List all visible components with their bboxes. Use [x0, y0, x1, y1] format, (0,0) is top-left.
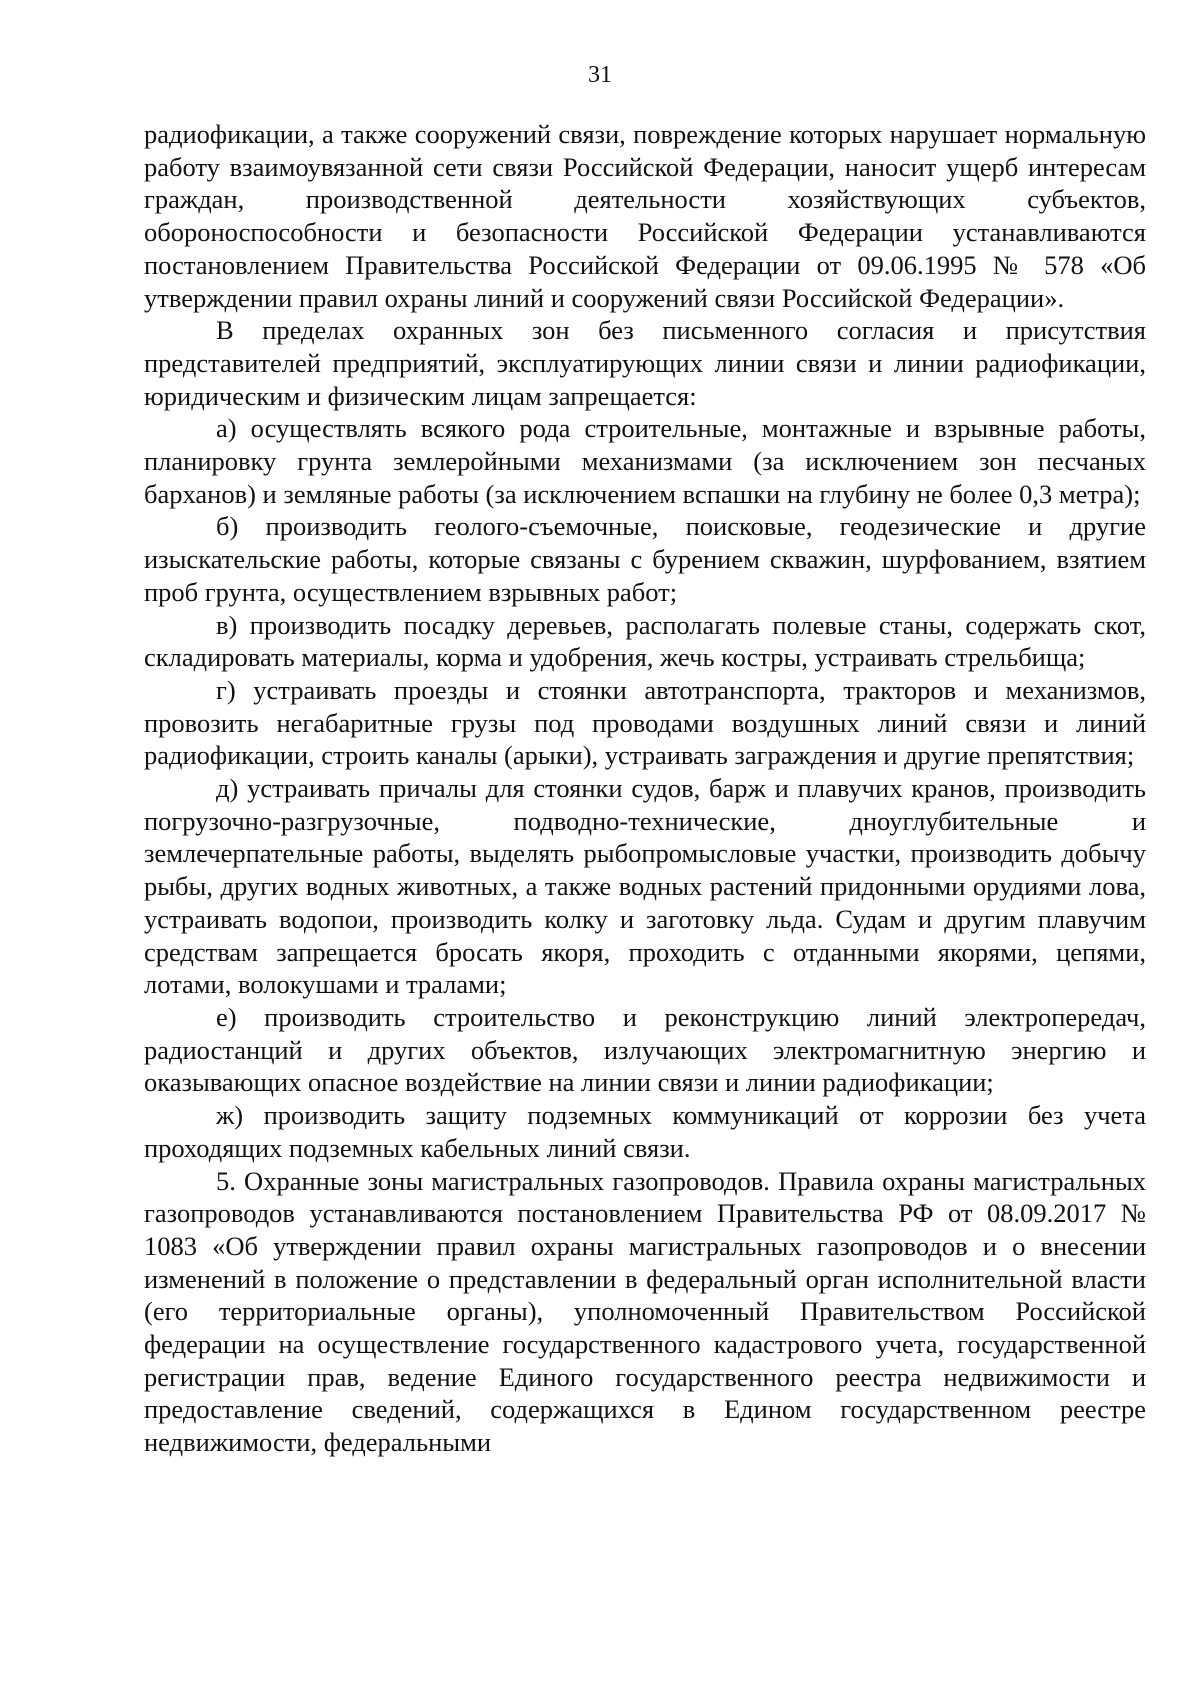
page-number: 31	[588, 62, 612, 88]
paragraph-prohibitions-intro: В пределах охранных зон без письменного согласия и присутствия представителей предприятий, эксплуатирующих линии связи и линии радиофикации, юридическим и физическим лицам запрещается:	[144, 315, 1146, 411]
paragraph-item-g: г) устраивать проезды и стоянки автотранспорта, тракторов и механизмов, провозить негабаритные грузы под проводами воздушных линий связи и линий радиофикации, строить каналы (арыки), устраивать заграждения и другие препятствия;	[144, 674, 1146, 771]
paragraph-item-v: в) производить посадку деревьев, располагать полевые станы, содержать скот, складировать материалы, корма и удобрения, жечь костры, устраивать стрельбища;	[144, 609, 1146, 673]
paragraph-section-5: 5. Охранные зоны магистральных газопроводов. Правила охраны магистральных газопроводов устанавливаются постановлением Правительства РФ от 08.09.2017 № 1083 «Об утверждении правил охраны магистральных газопроводов и о внесении изменений в положение о представлении в федеральный орган исполнительной власти (его территориальные органы), уполномоченный Правительством Российской федерации на осуществление государственного кадастрового учета, государственной регистрации прав, ведение Единого государственного реестра недвижимости и предоставление сведений, содержащихся в Едином государственном реестре недвижимости, федеральными	[144, 1165, 1146, 1458]
paragraph-item-a: а) осуществлять всякого рода строительные, монтажные и взрывные работы, планировку грунта землеройными механизмами (за исключением зон песчаных барханов) и земляные работы (за исключением вспашки на глубину не более 0,3 метра);	[144, 413, 1146, 509]
paragraph-item-b: б) производить геолого-съемочные, поисковые, геодезические и другие изыскательские работы, которые связаны с бурением скважин, шурфованием, взятием проб грунта, осуществлением взрывных работ;	[144, 511, 1146, 607]
paragraph-item-e: е) производить строительство и реконструкцию линий электропередач, радиостанций и других объектов, излучающих электромагнитную энергию и оказывающих опасное воздействие на линии связи и линии радиофикации;	[144, 1001, 1146, 1098]
document-body	[144, 118, 1146, 1459]
paragraph-item-d: д) устраивать причалы для стоянки судов, барж и плавучих кранов, производить погрузочно-разгрузочные, подводно-технические, дноуглубительные и землечерпательные работы, выделять рыбопромысловые участки, производить добычу рыбы, других водных животных, а также водных растений придонными орудиями лова, устраивать водопои, производить колку и заготовку льда. Судам и другим плавучим средствам запрещается бросать якоря, проходить с отданными якорями, цепями, лотами, волокушами и тралами;	[144, 773, 1146, 1000]
paragraph-item-zh: ж) производить защиту подземных коммуникаций от коррозии без учета проходящих подземных кабельных линий связи.	[144, 1100, 1146, 1163]
paragraph-continuation: радиофикации, а также сооружений связи, повреждение которых нарушает нормальную работу взаимоувязанной сети связи Российской Федерации, наносит ущерб интересам граждан, производственной деятельности хозяйствующих субъектов, обороноспособности и безопасности Российской Федерации устанавливаются постановлением Правительства Российской Федерации от 09.06.1995 № 578 «Об утверждении правил охраны линий и сооружений связи Российской Федерации».	[144, 119, 1146, 313]
